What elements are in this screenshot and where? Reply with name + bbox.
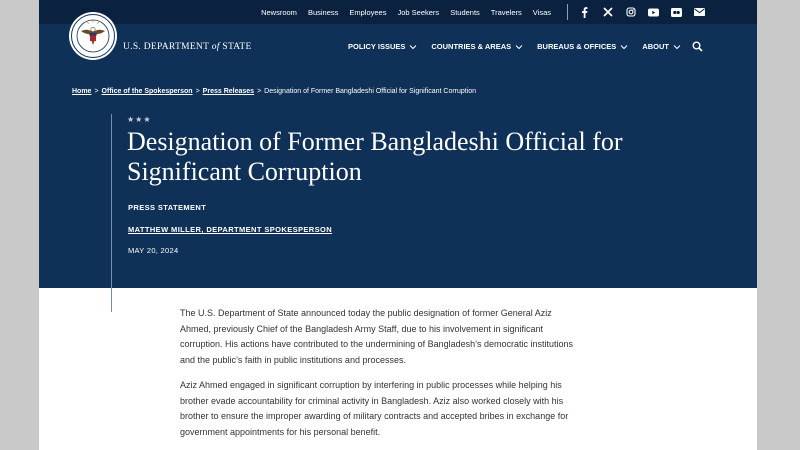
nav-about[interactable] xyxy=(642,42,681,51)
article-paragraph: Aziz Ahmed engaged in significant corruption by interfering in public processes while helping his brother evade accountability for criminal activity in Bangladesh. Aziz also worked closely with his brother to ensure the improper awarding of military contracts and accepted bribes in exchange for government appointments for his personal benefit. xyxy=(180,380,569,437)
chevron-down-icon xyxy=(515,44,523,50)
nav-bureaus-offices-label: BUREAUS & OFFICES xyxy=(537,42,617,51)
util-link-employees[interactable]: Employees xyxy=(349,7,387,17)
site-brand[interactable] xyxy=(123,42,252,52)
publish-date: MAY 20, 2024 xyxy=(128,246,179,255)
article-body xyxy=(180,306,580,450)
util-link-newsroom[interactable]: Newsroom xyxy=(261,7,297,17)
nav-policy-issues[interactable] xyxy=(348,42,417,51)
brand-suffix: STATE xyxy=(219,42,252,52)
x-twitter-icon[interactable] xyxy=(602,7,613,18)
instagram-icon[interactable] xyxy=(625,7,636,18)
stars-decoration: ★★★ xyxy=(127,115,152,124)
page-title: Designation of Former Bangladeshi Official for Significant Corruption xyxy=(127,127,623,186)
brand-of: of xyxy=(211,42,220,52)
breadcrumb-press-releases[interactable]: Press Releases xyxy=(202,88,255,95)
util-link-students[interactable]: Students xyxy=(450,7,480,17)
chevron-down-icon xyxy=(620,44,628,50)
main-navigation xyxy=(348,42,695,51)
nav-bureaus-offices[interactable] xyxy=(537,42,628,51)
search-icon[interactable] xyxy=(692,41,703,52)
article-type: PRESS STATEMENT xyxy=(128,203,207,212)
breadcrumb-current: Designation of Former Bangladeshi Official for Significant Corruption xyxy=(264,88,477,95)
hero-header xyxy=(39,24,757,288)
nav-policy-issues-label: POLICY ISSUES xyxy=(348,42,406,51)
chevron-down-icon xyxy=(673,44,681,50)
nav-countries-areas-label: COUNTRIES & AREAS xyxy=(431,42,512,51)
article-paragraph: The U.S. Department of State announced today the public designation of former General Aziz Ahmed, previously Chief of the Bangladesh Army Staff, due to his involvement in significant corruption. His actions have contributed to the undermining of Bangladesh’s democratic institutions and the public’s faith in public institutions and processes. xyxy=(180,308,574,365)
nav-about-label: ABOUT xyxy=(642,42,669,51)
util-link-job-seekers[interactable]: Job Seekers xyxy=(397,7,440,17)
facebook-icon[interactable] xyxy=(579,7,590,18)
nav-countries-areas[interactable] xyxy=(431,42,523,51)
breadcrumb-home[interactable]: Home xyxy=(72,88,92,95)
breadcrumb-separator: > xyxy=(195,88,200,95)
brand-prefix: U.S. DEPARTMENT xyxy=(123,42,212,52)
social-links xyxy=(579,0,717,24)
breadcrumb-spokesperson[interactable]: Office of the Spokesperson xyxy=(101,88,193,95)
breadcrumb xyxy=(72,88,476,95)
chevron-down-icon xyxy=(409,44,417,50)
decorative-rule xyxy=(111,114,112,312)
breadcrumb-separator: > xyxy=(257,88,262,95)
email-icon[interactable] xyxy=(694,7,705,18)
util-link-visas[interactable]: Visas xyxy=(532,7,551,17)
flickr-icon[interactable] xyxy=(671,7,682,18)
department-seal-logo[interactable] xyxy=(68,11,118,61)
util-link-business[interactable]: Business xyxy=(307,7,339,17)
youtube-icon[interactable] xyxy=(648,7,659,18)
breadcrumb-separator: > xyxy=(94,88,99,95)
utility-divider xyxy=(567,4,568,20)
author-link[interactable]: MATTHEW MILLER, DEPARTMENT SPOKESPERSON xyxy=(128,225,333,234)
util-link-travelers[interactable]: Travelers xyxy=(490,7,522,17)
utility-bar xyxy=(39,0,757,24)
page xyxy=(39,0,757,450)
utility-links xyxy=(250,0,551,24)
